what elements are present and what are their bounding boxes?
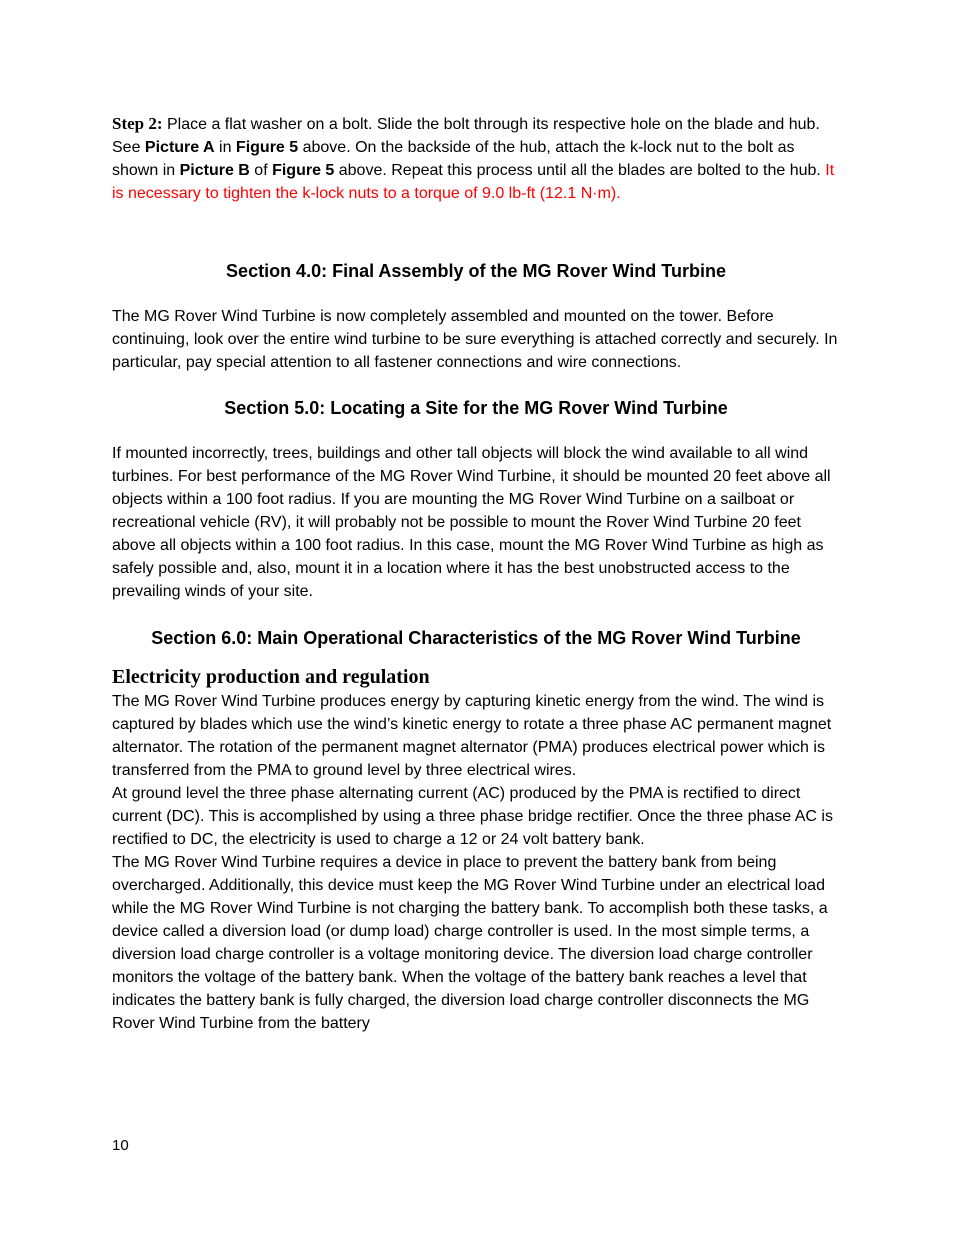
page-content xyxy=(112,112,840,1035)
section-6-paragraph-2: At ground level the three phase alternating current (AC) produced by the PMA is rectified to direct current (DC). This is accomplished by using a three phase bridge rectifier. Once the three phase AC is rectified to DC, the electricity is used to charge a 12 or 24 volt battery bank. xyxy=(112,785,833,848)
section-5-heading: Section 5.0: Locating a Site for the MG Rover Wind Turbine xyxy=(224,398,728,418)
step-2-text-1: Place a flat washer on a bolt. Slide the bolt through its respective hole on the blade and hub. See xyxy=(112,116,820,156)
figure-5-ref-1: Figure 5 xyxy=(235,139,299,156)
step-2-text-4: of xyxy=(249,162,273,179)
section-5-body: If mounted incorrectly, trees, buildings and other tall objects will block the wind available to all wind turbines. For best performance of the MG Rover Wind Turbine, it should be mounted 20 feet above all objects within a 100 foot radius. If you are mounting the MG Rover Wind Turbine on a sailboat or recreational vehicle (RV), it will probably not be possible to mount the Rover Wind Turbine 20 feet above all objects within a 100 foot radius. In this case, mount the MG Rover Wind Turbine as high as safely possible and, also, mount it in a location where it has the best unobstructed access to the prevailing winds of your site. xyxy=(112,445,831,600)
electricity-subheading: Electricity production and regulation xyxy=(112,666,430,688)
step-2-text-5: above. Repeat this process until all the blades are bolted to the hub. xyxy=(334,162,826,179)
section-6-paragraph-1: The MG Rover Wind Turbine produces energy by capturing kinetic energy from the wind. The wind is captured by blades which use the wind’s kinetic energy to rotate a three phase AC permanent magnet alternator. The rotation of the permanent magnet alternator (PMA) produces electrical power which is transferred from the PMA to ground level by three electrical wires. xyxy=(112,693,832,779)
torque-warning: It is necessary to tighten the k-lock nuts to a torque of 9.0 lb-ft (12.1 N·m). xyxy=(112,162,835,202)
section-6-paragraph-3: The MG Rover Wind Turbine requires a device in place to prevent the battery bank from being overcharged. Additionally, this device must keep the MG Rover Wind Turbine under an electrical load while the MG Rover Wind Turbine is not charging the battery bank. To accomplish both these tasks, a device called a diversion load (or dump load) charge controller is used. In the most simple terms, a diversion load charge controller is a voltage monitoring device. The diversion load charge controller monitors the voltage of the battery bank. When the voltage of the battery bank reaches a level that indicates the battery bank is fully charged, the diversion load charge controller disconnects the MG Rover Wind Turbine from the battery xyxy=(112,854,828,1032)
section-4-body: The MG Rover Wind Turbine is now completely assembled and mounted on the tower. Before continuing, look over the entire wind turbine to be sure everything is attached correctly and securely. In particular, pay special attention to all fastener connections and wire connections. xyxy=(112,308,838,371)
picture-a-ref: Picture A xyxy=(144,139,215,156)
step-2-text-3: above. On the backside of the hub, attach the k-lock nut to the bolt as shown in xyxy=(112,139,795,179)
step-2-label: Step 2: xyxy=(112,114,163,133)
page-number: 10 xyxy=(112,1137,129,1154)
step-2-text-2: in xyxy=(214,139,236,156)
section-4-heading: Section 4.0: Final Assembly of the MG Rover Wind Turbine xyxy=(226,261,726,281)
section-6-heading: Section 6.0: Main Operational Characteristics of the MG Rover Wind Turbine xyxy=(151,628,801,648)
picture-b-ref: Picture B xyxy=(179,162,250,179)
figure-5-ref-2: Figure 5 xyxy=(272,162,335,179)
step-2-paragraph xyxy=(112,112,840,205)
